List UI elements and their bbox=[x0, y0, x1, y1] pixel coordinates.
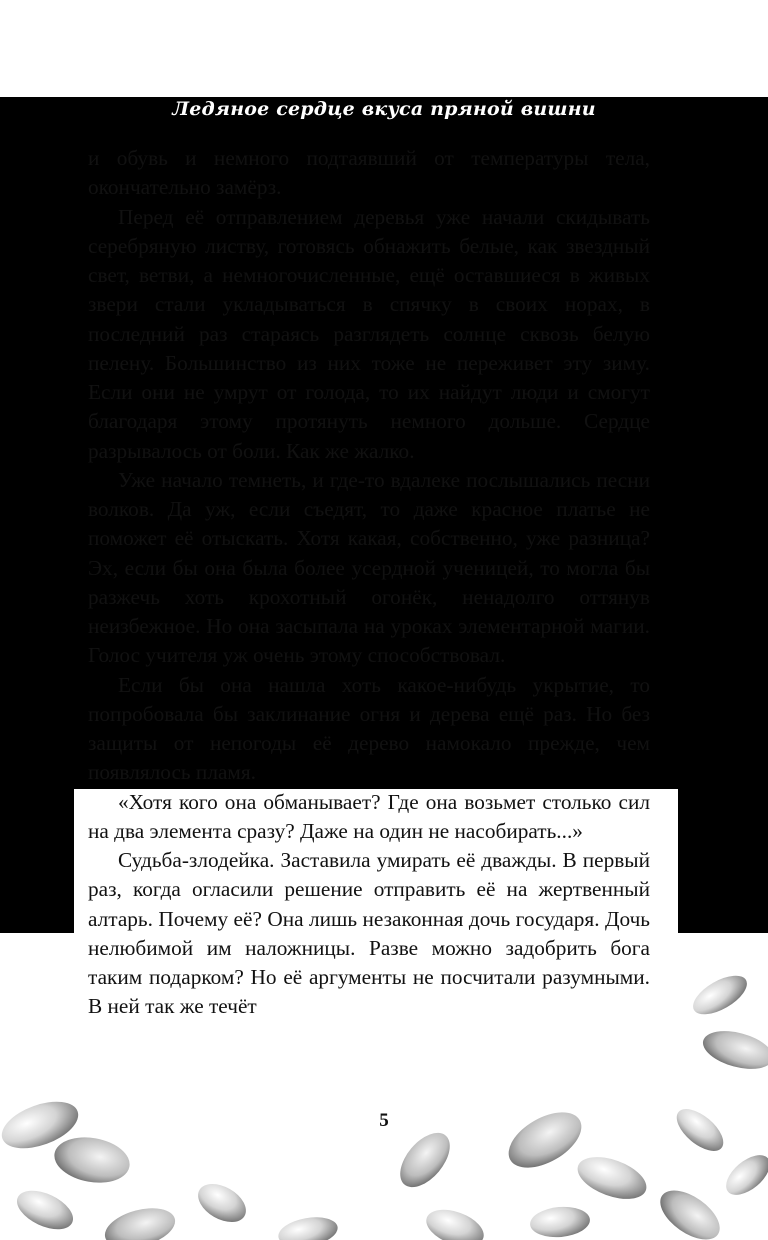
petal bbox=[191, 1176, 252, 1230]
paragraph: Судьба-злодейка. Заставила умирать её дважды. В первый раз, когда огласили решение отправить её на жертвенный алтарь. Почему её? Она лишь незаконная дочь государя. Дочь нелюбимой им наложницы. Разве можно задобрить бога таким подарком? Но её аргументы не посчитали разумными. В ней так же течёт bbox=[88, 848, 650, 1019]
petal bbox=[687, 968, 753, 1022]
paragraph: «Хотя кого она обманывает? Где она возьмет столько сил на два элемента сразу? Даже на один не насобирать...» bbox=[88, 789, 650, 843]
page-number: 5 bbox=[379, 1110, 389, 1131]
petal bbox=[572, 1149, 652, 1207]
paragraph: Если бы она нашла хоть какое-нибудь укрытие, то попробовала бы заклинание огня и дерева ещё раз. Но без защиты от непогоды её дерево намокало прежде, чем появлялось пламя. bbox=[88, 672, 650, 785]
paragraph: и обувь и немного подтаявший от температуры тела, окончательно замёрз. bbox=[88, 146, 650, 200]
petal bbox=[421, 1203, 488, 1240]
petal bbox=[699, 1024, 768, 1075]
petal bbox=[51, 1132, 133, 1189]
petal bbox=[391, 1124, 460, 1196]
running-header-title: Ледяное сердце вкуса пряной вишни bbox=[172, 98, 596, 120]
paragraph: Уже начало темнеть, и где-то вдалеке послышались песни волков. Да уж, если съедят, то даже красное платье не поможет её отыскать. Хотя какая, собственно, уже разница? Эх, если бы она была более усердной ученицей, то могла бы разжечь хоть крохотный огонёк, ненадолго оттянув неизбежное. Но она засыпала на уроках элементарной магии. Голос учителя уж очень этому способствовал. bbox=[88, 467, 650, 668]
petal bbox=[719, 1148, 768, 1203]
petal bbox=[529, 1204, 591, 1239]
petal bbox=[276, 1213, 340, 1240]
petal bbox=[101, 1201, 180, 1240]
petal bbox=[11, 1183, 79, 1237]
petal bbox=[652, 1181, 728, 1240]
paragraph: Перед её отправлением деревья уже начали скидывать серебряную листву, готовясь обнажить белые, как звездный свет, ветви, а немногочисленные, ещё оставшиеся в живых звери стали укладываться в спячку в своих норах, в последний раз стараясь разглядеть солнце сквозь белую пелену. Большинство из них тоже не переживет эту зиму. Если они не умрут от голода, то их найдут люди и смогут благодаря этому протянуть немного дольше. Сердце разрывалось от боли. Как же жалко. bbox=[88, 204, 650, 463]
